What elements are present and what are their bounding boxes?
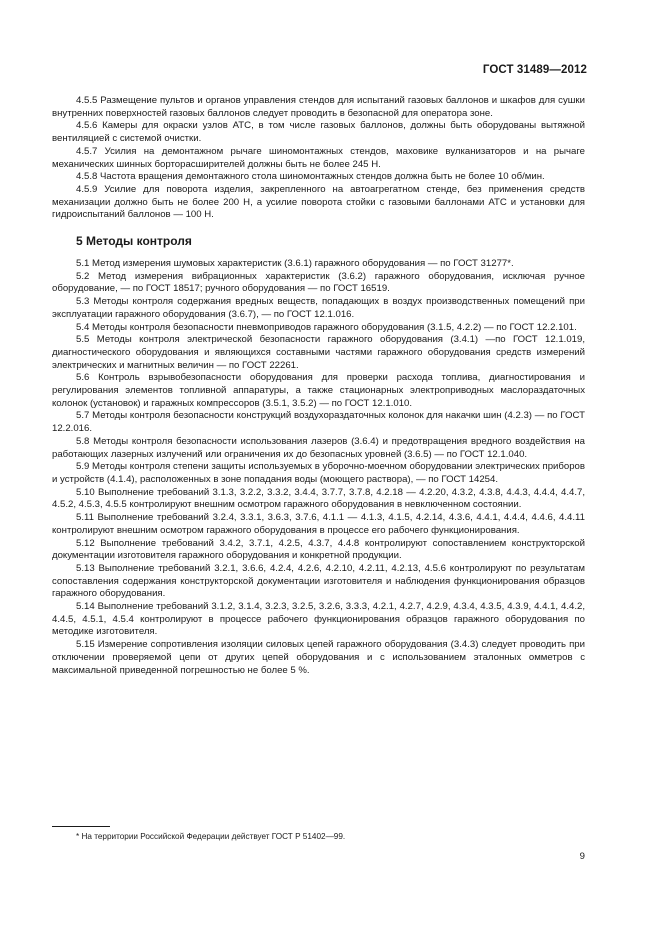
paragraph-5-3: 5.3 Методы контроля содержания вредных веществ, попадающих в воздух производственных помещений при эксплуатации гаражного оборудования (3.6.7), — по ГОСТ 12.1.016. bbox=[52, 296, 585, 320]
paragraph-5-5: 5.5 Методы контроля электрической безопасности гаражного оборудования (3.4.1) —по ГОСТ 12.1.019, диагностического оборудования и являющихся составными частями гаражного оборудования средств измерений электрических и магнитных величин — по ГОСТ 22261. bbox=[52, 334, 585, 371]
paragraph-5-12: 5.12 Выполнение требований 3.4.2, 3.7.1, 4.2.5, 4.3.7, 4.4.8 контролируют сопоставлением конструкторской документации изготовителя гаражного оборудования и конкретной продукции. bbox=[52, 537, 585, 562]
paragraph-5-6: 5.6 Контроль взрывобезопасности оборудования для проверки расхода топлива, диагностирования и регулирования элементов топливной аппаратуры, а также стационарных электроприводных маслораздаточных колонок (установок) и гаражных компрессоров (3.5.1, 3.5.2) — по ГОСТ 12.1.010. bbox=[52, 372, 585, 409]
paragraph-5-8: 5.8 Методы контроля безопасности использования лазеров (3.6.4) и предотвращения вредного воздействия на работающих лазерных излучений или ограничения их до безопасных уровней (3.6.5) — по ГОСТ 12.1.040. bbox=[52, 435, 585, 460]
paragraph-5-14: 5.14 Выполнение требований 3.1.2, 3.1.4, 3.2.3, 3.2.5, 3.2.6, 3.3.3, 4.2.1, 4.2.7, 4.2.9, 4.3.4, 4.3.5, 4.3.9, 4.4.1, 4.4.2, 4.4.5, 4.5.1, 4.5.4 контролируют в процессе рабочего функционирования образцов гаражного оборудования по методике изготовителя. bbox=[52, 601, 585, 638]
paragraph-4-5-8: 4.5.8 Частота вращения демонтажного стола шиномонтажных стендов должна быть не более 10 об/мин. bbox=[76, 171, 545, 183]
paragraph-4-5-5: 4.5.5 Размещение пультов и органов управления стендов для испытаний газовых баллонов и шкафов для сушки внутренних поверхностей газовых баллонов следует проводить в безопасной для оператора зоне. bbox=[52, 95, 585, 119]
paragraph-4-5-6: 4.5.6 Камеры для окраски узлов АТС, в том числе газовых баллонов, должны быть оборудованы вытяжной вентиляцией с системой очистки. bbox=[52, 120, 585, 145]
document-code-header: ГОСТ 31489—2012 bbox=[482, 64, 587, 76]
page-number: 9 bbox=[579, 851, 585, 862]
paragraph-5-11: 5.11 Выполнение требований 3.2.4, 3.3.1, 3.6.3, 3.7.6, 4.1.1 — 4.1.3, 4.1.5, 4.2.14, 4.3.6, 4.4.1, 4.4.4, 4.4.6, 4.4.11 контролируют внешним осмотром гаражного оборудования в процессе его рабочего функционирования. bbox=[52, 512, 585, 536]
section-title: 5 Методы контроля bbox=[76, 234, 192, 249]
paragraph-4-5-9: 4.5.9 Усилие для поворота изделия, закрепленного на автоагрегатном стенде, без применения средств механизации должно быть не более 200 Н, а усилие поворота стойки с газовыми баллонами АТС и установки для гидроиспытаний баллонов — 100 Н. bbox=[52, 183, 585, 221]
paragraph-4-5-7: 4.5.7 Усилия на демонтажном рычаге шиномонтажных стендов, маховике вулканизаторов и на рычаге механических шинных борторасширителей должны быть не более 245 Н. bbox=[52, 145, 585, 170]
footnote: * На территории Российской Федерации действует ГОСТ Р 51402—99. bbox=[76, 832, 346, 841]
paragraph-5-1: 5.1 Метод измерения шумовых характеристик (3.6.1) гаражного оборудования — по ГОСТ 31277*. bbox=[76, 258, 514, 270]
paragraph-5-10: 5.10 Выполнение требований 3.1.3, 3.2.2, 3.3.2, 3.4.4, 3.7.7, 3.7.8, 4.2.18 — 4.2.20, 4.3.2, 4.3.8, 4.4.3, 4.4.4, 4.4.7, 4.5.2, 4.5.3, 4.5.5 контролируют внешним осмотром гаражного оборудования в невключенном состоянии. bbox=[52, 486, 585, 511]
document-body bbox=[52, 95, 585, 677]
paragraph-5-13: 5.13 Выполнение требований 3.2.1, 3.6.6, 4.2.4, 4.2.6, 4.2.10, 4.2.11, 4.2.13, 4.5.6 контролируют по результатам сопоставления содержания конструкторской документации изготовителя и наблюдения функционирования образцов гаражного оборудования. bbox=[52, 562, 585, 600]
paragraph-5-9: 5.9 Методы контроля степени защиты используемых в уборочно-моечном оборудовании электрических приборов и устройств (4.1.4), расположенных в зоне попадания воды (моющего раствора), — по ГОСТ 14254. bbox=[52, 461, 585, 485]
paragraph-5-2: 5.2 Метод измерения вибрационных характеристик (3.6.2) гаражного оборудования, исключая ручное оборудование, — по ГОСТ 18517; ручного оборудования — по ГОСТ 16519. bbox=[52, 270, 585, 295]
paragraph-5-4: 5.4 Методы контроля безопасности пневмоприводов гаражного оборудования (3.1.5, 4.2.2) — по ГОСТ 12.2.101. bbox=[76, 321, 577, 333]
footnote-divider bbox=[52, 826, 110, 827]
paragraph-5-7: 5.7 Методы контроля безопасности конструкций воздухораздаточных колонок для накачки шин (4.2.3) — по ГОСТ 12.2.016. bbox=[52, 410, 585, 435]
paragraph-5-15: 5.15 Измерение сопротивления изоляции силовых цепей гаражного оборудования (3.4.3) следует проводить при отключении проверяемой цепи от других цепей оборудования и с использованием эталонных омметров с максимальной приведенной погрешностью не более 5 %. bbox=[52, 639, 585, 676]
